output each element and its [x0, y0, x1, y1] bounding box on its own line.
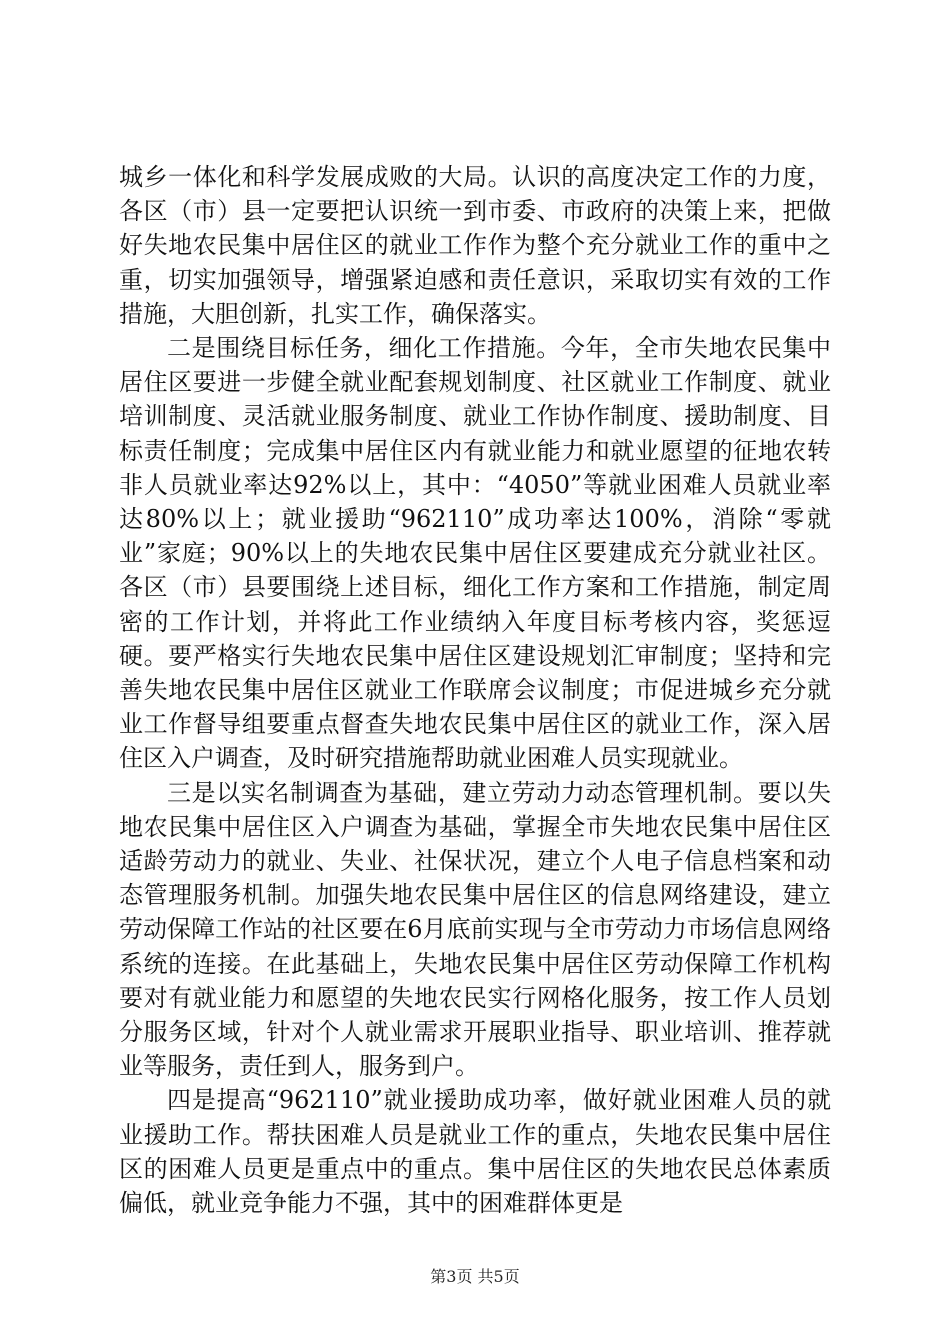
paragraph-4: 四是提高“962110”就业援助成功率，做好就业困难人员的就业援助工作。帮扶困难人员是就业工作的重点，失地农民集中居住区的困难人员更是重点中的重点。集中居住区的失地农民总体素质偏低，就业竞争能力不强，其中的困难群体更是: [119, 1086, 831, 1218]
paragraph-2: 二是围绕目标任务，细化工作措施。今年，全市失地农民集中居住区要进一步健全就业配套规划制度、社区就业工作制度、就业培训制度、灵活就业服务制度、就业工作协作制度、援助制度、目标责任制度；完成集中居住区内有就业能力和就业愿望的征地农转非人员就业率达92%以上，其中：“4050”等就业困难人员就业率达80%以上；就业援助“962110”成功率达100%，消除“零就业”家庭；90%以上的失地农民集中居住区要建成充分就业社区。各区（市）县要围绕上述目标，细化工作方案和工作措施，制定周密的工作计划，并将此工作业绩纳入年度目标考核内容，奖惩逗硬。要严格实行失地农民集中居住区建设规划汇审制度；坚持和完善失地农民集中居住区就业工作联席会议制度；市促进城乡充分就业工作督导组要重点督查失地农民集中居住区的就业工作，深入居住区入户调查，及时研究措施帮助就业困难人员实现就业。: [119, 334, 831, 773]
paragraph-3: 三是以实名制调查为基础，建立劳动力动态管理机制。要以失地农民集中居住区入户调查为基础，掌握全市失地农民集中居住区适龄劳动力的就业、失业、社保状况，建立个人电子信息档案和动态管理服务机制。加强失地农民集中居住区的信息网络建设，建立劳动保障工作站的社区要在6月底前实现与全市劳动力市场信息网络系统的连接。在此基础上，失地农民集中居住区劳动保障工作机构要对有就业能力和愿望的失地农民实行网格化服务，按工作人员划分服务区域，针对个人就业需求开展职业指导、职业培训、推荐就业等服务，责任到人，服务到户。: [119, 778, 831, 1081]
page-footer: 第3页 共5页: [430, 1267, 520, 1286]
document-body: [119, 160, 831, 1220]
paragraph-1: 城乡一体化和科学发展成败的大局。认识的高度决定工作的力度，各区（市）县一定要把认识统一到市委、市政府的决策上来，把做好失地农民集中居住区的就业工作作为整个充分就业工作的重中之重，切实加强领导，增强紧迫感和责任意识，采取切实有效的工作措施，大胆创新，扎实工作，确保落实。: [119, 163, 831, 328]
